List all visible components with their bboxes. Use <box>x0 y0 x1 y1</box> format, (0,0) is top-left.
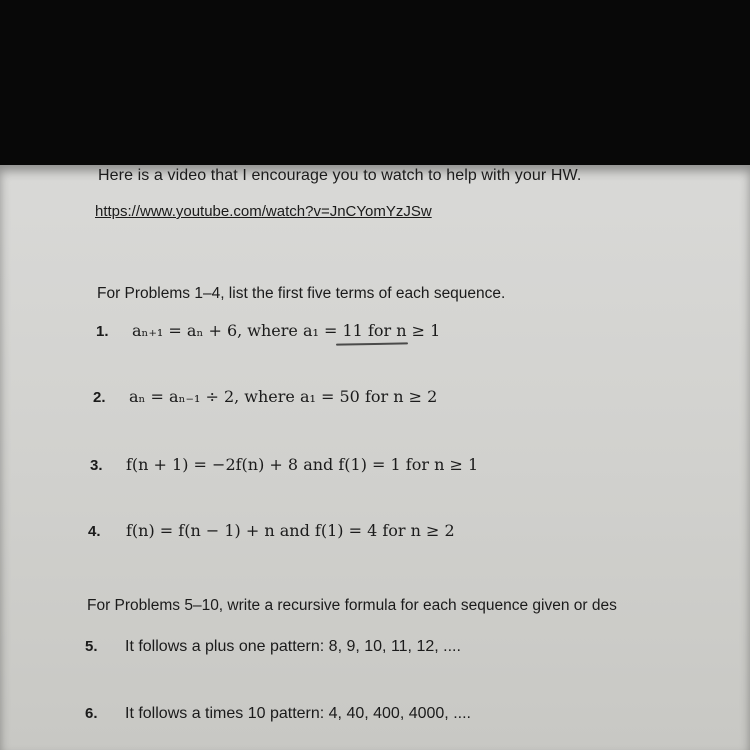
problem-number: 1. <box>96 323 109 340</box>
problem-text: It follows a times 10 pattern: 4, 40, 400, 4000, .... <box>125 705 471 722</box>
problem-1 <box>96 321 440 340</box>
problem-3 <box>90 455 478 474</box>
problem-number: 6. <box>85 705 98 722</box>
problem-number: 3. <box>90 457 103 474</box>
problem-number: 4. <box>88 523 101 540</box>
problem-number: 2. <box>93 389 106 406</box>
pencil-underline <box>336 342 408 345</box>
problem-4 <box>88 521 455 540</box>
video-link[interactable]: https://www.youtube.com/watch?v=JnCYomYzJSw <box>95 203 432 220</box>
problem-text: aₙ = aₙ₋₁ ÷ 2, where a₁ = 50 for n ≥ 2 <box>129 387 438 406</box>
problem-number: 5. <box>85 638 98 655</box>
problem-text: aₙ₊₁ = aₙ + 6, where a₁ = 11 for n ≥ 1 <box>132 321 441 340</box>
problem-text: f(n + 1) = −2f(n) + 8 and f(1) = 1 for n ≥ 1 <box>126 455 479 474</box>
problem-6 <box>85 705 471 723</box>
intro-text: Here is a video that I encourage you to watch to help with your HW. <box>98 167 582 184</box>
problem-text: It follows a plus one pattern: 8, 9, 10, 11, 12, .... <box>125 638 461 655</box>
section1-heading: For Problems 1–4, list the first five terms of each sequence. <box>97 285 506 302</box>
problem-2 <box>93 387 437 406</box>
worksheet-page <box>0 165 750 750</box>
problem-text: f(n) = f(n − 1) + n and f(1) = 4 for n ≥ 2 <box>126 521 455 540</box>
section2-heading: For Problems 5–10, write a recursive formula for each sequence given or des <box>87 597 617 614</box>
problem-5 <box>85 638 461 656</box>
